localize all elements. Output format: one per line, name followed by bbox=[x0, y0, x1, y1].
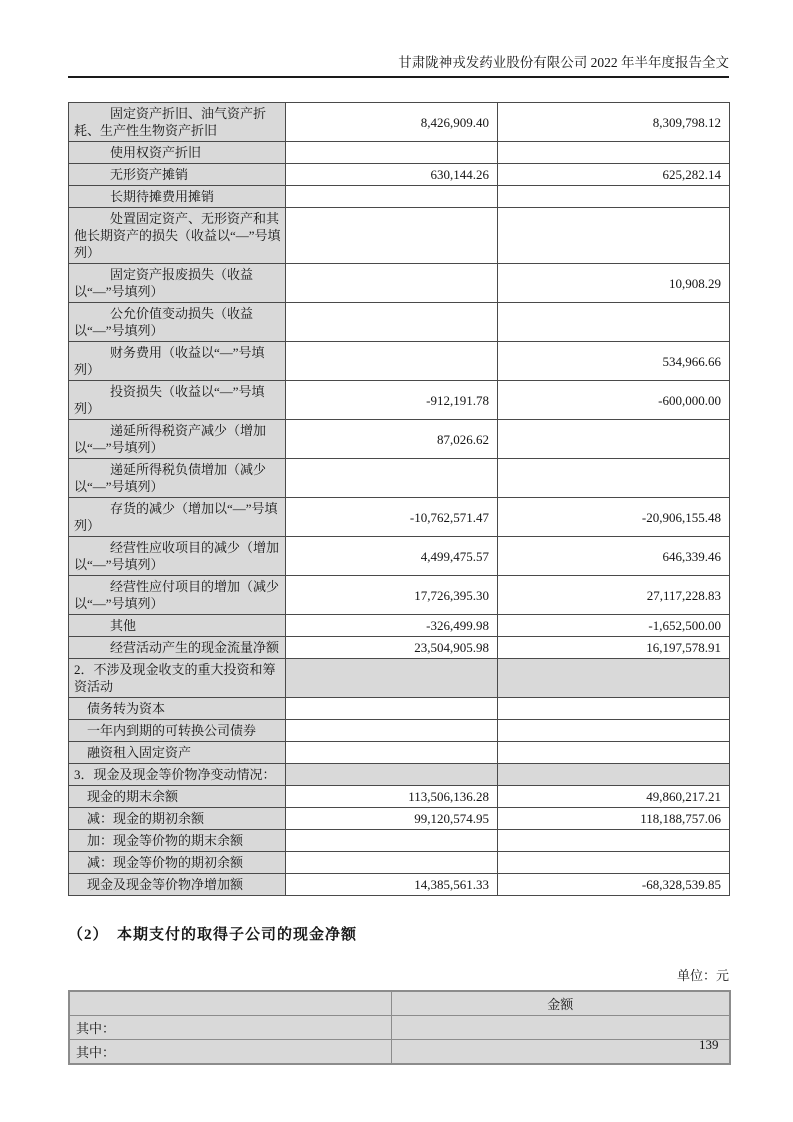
table-row bbox=[69, 142, 730, 164]
row-label: 固定资产折旧、油气资产折耗、生产性生物资产折旧 bbox=[69, 103, 286, 142]
table-row bbox=[69, 303, 730, 342]
current-period-value bbox=[286, 698, 498, 720]
row-label: 减：现金等价物的期初余额 bbox=[69, 852, 286, 874]
row-label: 债务转为资本 bbox=[69, 698, 286, 720]
prior-period-value: 8,309,798.12 bbox=[498, 103, 730, 142]
table-row bbox=[69, 186, 730, 208]
row-label: 公允价值变动损失（收益以“—”号填列） bbox=[69, 303, 286, 342]
table-row bbox=[69, 786, 730, 808]
row-label: 投资损失（收益以“—”号填列） bbox=[69, 381, 286, 420]
row-label: 经营活动产生的现金流量净额 bbox=[69, 637, 286, 659]
current-period-value bbox=[286, 764, 498, 786]
prior-period-value: -20,906,155.48 bbox=[498, 498, 730, 537]
current-period-value bbox=[286, 742, 498, 764]
page-number: 139 bbox=[699, 1037, 719, 1052]
prior-period-value bbox=[498, 830, 730, 852]
current-period-value: 87,026.62 bbox=[286, 420, 498, 459]
table-row bbox=[69, 742, 730, 764]
table-row bbox=[69, 208, 730, 264]
table-row bbox=[69, 637, 730, 659]
prior-period-value: 27,117,228.83 bbox=[498, 576, 730, 615]
page-content bbox=[68, 0, 729, 1065]
current-period-value: 23,504,905.98 bbox=[286, 637, 498, 659]
current-period-value bbox=[286, 720, 498, 742]
current-period-value bbox=[286, 303, 498, 342]
current-period-value bbox=[286, 342, 498, 381]
row-label: 2．不涉及现金收支的重大投资和筹资活动 bbox=[69, 659, 286, 698]
table-row bbox=[69, 103, 730, 142]
row-label: 一年内到期的可转换公司债券 bbox=[69, 720, 286, 742]
current-period-value bbox=[286, 186, 498, 208]
prior-period-value bbox=[498, 852, 730, 874]
row-label: 递延所得税资产减少（增加以“—”号填列） bbox=[69, 420, 286, 459]
current-period-value: 4,499,475.57 bbox=[286, 537, 498, 576]
table-row bbox=[69, 1016, 730, 1040]
current-period-value: 113,506,136.28 bbox=[286, 786, 498, 808]
cash-flow-supplement-table bbox=[68, 102, 730, 896]
current-period-value: 8,426,909.40 bbox=[286, 103, 498, 142]
section-row bbox=[69, 764, 730, 786]
row-label: 其他 bbox=[69, 615, 286, 637]
current-period-value: -912,191.78 bbox=[286, 381, 498, 420]
amount-value bbox=[391, 1016, 730, 1040]
current-period-value: -326,499.98 bbox=[286, 615, 498, 637]
table-row bbox=[69, 830, 730, 852]
table-row bbox=[69, 852, 730, 874]
prior-period-value bbox=[498, 659, 730, 698]
prior-period-value bbox=[498, 764, 730, 786]
row-label: 经营性应付项目的增加（减少以“—”号填列） bbox=[69, 576, 286, 615]
current-period-value bbox=[286, 142, 498, 164]
prior-period-value: 625,282.14 bbox=[498, 164, 730, 186]
doc-header bbox=[68, 51, 729, 78]
table-row bbox=[69, 498, 730, 537]
sub-table-header-row bbox=[69, 991, 730, 1016]
prior-period-value bbox=[498, 303, 730, 342]
table-row bbox=[69, 576, 730, 615]
row-label: 长期待摊费用摊销 bbox=[69, 186, 286, 208]
table-row bbox=[69, 615, 730, 637]
row-label: 现金的期末余额 bbox=[69, 786, 286, 808]
row-label: 递延所得税负债增加（减少以“—”号填列） bbox=[69, 459, 286, 498]
amount-value bbox=[391, 1040, 730, 1065]
table-row bbox=[69, 459, 730, 498]
table-row bbox=[69, 537, 730, 576]
table-row bbox=[69, 698, 730, 720]
current-period-value bbox=[286, 852, 498, 874]
prior-period-value: -600,000.00 bbox=[498, 381, 730, 420]
row-label: 经营性应收项目的减少（增加以“—”号填列） bbox=[69, 537, 286, 576]
prior-period-value: 646,339.46 bbox=[498, 537, 730, 576]
current-period-value bbox=[286, 208, 498, 264]
current-period-value bbox=[286, 264, 498, 303]
row-label: 3．现金及现金等价物净变动情况： bbox=[69, 764, 286, 786]
table-row bbox=[69, 720, 730, 742]
current-period-value bbox=[286, 659, 498, 698]
section-row bbox=[69, 659, 730, 698]
row-label: 处置固定资产、无形资产和其他长期资产的损失（收益以“—”号填列） bbox=[69, 208, 286, 264]
prior-period-value: 10,908.29 bbox=[498, 264, 730, 303]
current-period-value: 99,120,574.95 bbox=[286, 808, 498, 830]
prior-period-value: 534,966.66 bbox=[498, 342, 730, 381]
prior-period-value: -1,652,500.00 bbox=[498, 615, 730, 637]
current-period-value: 17,726,395.30 bbox=[286, 576, 498, 615]
current-period-value: -10,762,571.47 bbox=[286, 498, 498, 537]
row-label: 减：现金的期初余额 bbox=[69, 808, 286, 830]
sub-table-empty-header-cell bbox=[69, 991, 391, 1016]
current-period-value: 14,385,561.33 bbox=[286, 874, 498, 896]
row-label: 加：现金等价物的期末余额 bbox=[69, 830, 286, 852]
row-label: 无形资产摊销 bbox=[69, 164, 286, 186]
section-heading: （2） 本期支付的取得子公司的现金净额 bbox=[68, 927, 358, 943]
prior-period-value: -68,328,539.85 bbox=[498, 874, 730, 896]
row-label: 其中： bbox=[69, 1040, 391, 1065]
row-label: 其中： bbox=[69, 1016, 391, 1040]
current-period-value bbox=[286, 459, 498, 498]
table-row bbox=[69, 1040, 730, 1065]
current-period-value: 630,144.26 bbox=[286, 164, 498, 186]
prior-period-value bbox=[498, 720, 730, 742]
prior-period-value: 49,860,217.21 bbox=[498, 786, 730, 808]
table-row bbox=[69, 342, 730, 381]
prior-period-value bbox=[498, 459, 730, 498]
table-row bbox=[69, 874, 730, 896]
row-label: 现金及现金等价物净增加额 bbox=[69, 874, 286, 896]
prior-period-value bbox=[498, 698, 730, 720]
table-row bbox=[69, 381, 730, 420]
row-label: 使用权资产折旧 bbox=[69, 142, 286, 164]
prior-period-value: 16,197,578.91 bbox=[498, 637, 730, 659]
unit-note: 单位：元 bbox=[676, 968, 729, 983]
row-label: 存货的减少（增加以“—”号填列） bbox=[69, 498, 286, 537]
prior-period-value: 118,188,757.06 bbox=[498, 808, 730, 830]
table-row bbox=[69, 808, 730, 830]
table-row bbox=[69, 264, 730, 303]
prior-period-value bbox=[498, 186, 730, 208]
prior-period-value bbox=[498, 420, 730, 459]
prior-period-value bbox=[498, 142, 730, 164]
sub-table-amount-header-cell: 金额 bbox=[391, 991, 730, 1016]
header-title: 甘肃陇神戎发药业股份有限公司 2022 年半年度报告全文 bbox=[398, 55, 729, 70]
table-row bbox=[69, 164, 730, 186]
current-period-value bbox=[286, 830, 498, 852]
prior-period-value bbox=[498, 742, 730, 764]
subsidiary-cash-table bbox=[68, 990, 731, 1065]
table-row bbox=[69, 420, 730, 459]
row-label: 融资租入固定资产 bbox=[69, 742, 286, 764]
row-label: 固定资产报废损失（收益以“—”号填列） bbox=[69, 264, 286, 303]
row-label: 财务费用（收益以“—”号填列） bbox=[69, 342, 286, 381]
prior-period-value bbox=[498, 208, 730, 264]
